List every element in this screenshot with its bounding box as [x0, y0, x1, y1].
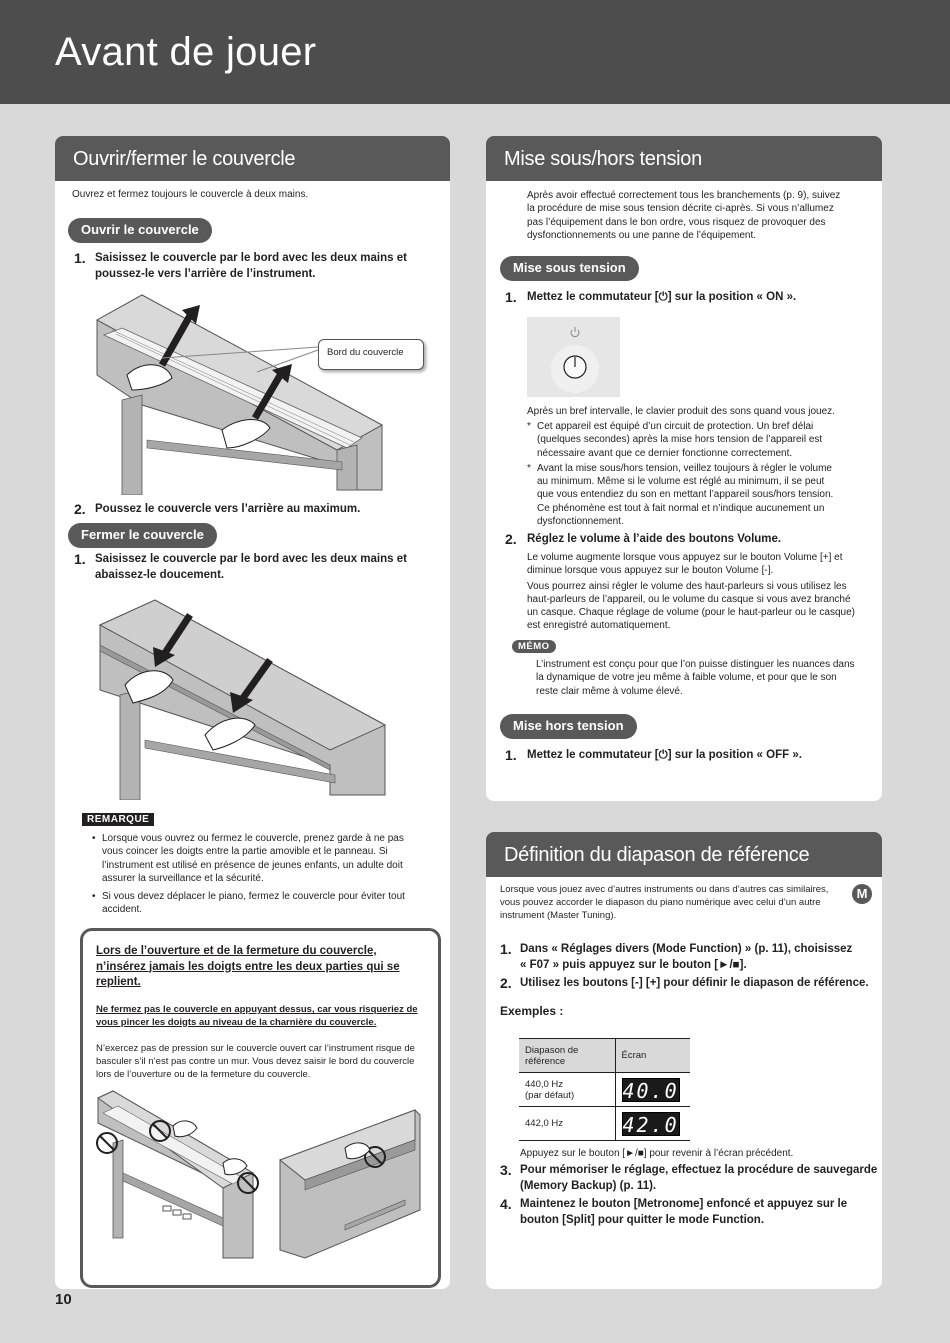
power-notes	[527, 420, 867, 528]
text-line: est enregistré automatiquement.	[527, 620, 671, 632]
lcd-display: 40.0	[622, 1078, 679, 1103]
table-header-row	[519, 1039, 690, 1073]
text-line: la dynamique de votre jeu même à faible volume, et pour que le son	[536, 672, 837, 684]
text-line: haut-parleurs de l’appareil, ou le volume du casque si vous avez branché	[527, 593, 851, 605]
text-line: pas l’équipement dans le bon ordre, vous risquez de provoquer des	[527, 216, 826, 228]
text-line: Diapason de	[525, 1044, 579, 1056]
text-line: • Lorsque vous ouvrez ou fermez le couvercle, prenez garde à ne pas	[102, 833, 404, 844]
text-line: Ce phénomène est tout à fait normal et n’indique aucunement un	[537, 502, 825, 514]
tuning-intro	[500, 884, 828, 922]
text-line: Lorsque vous jouez avec d’autres instruments ou dans d’autres cas similaires,	[500, 884, 829, 895]
step-number: 2.	[505, 531, 517, 547]
step-number: 1.	[505, 747, 517, 763]
step-number: 4.	[500, 1196, 512, 1212]
table-cell: 442,0 Hz	[519, 1107, 615, 1141]
text-line: diminue lorsque vous appuyez sur le bouton Volume [-].	[527, 565, 774, 577]
text-line: N’exercez pas de pression sur le couvercle ouvert car l’instrument risque de	[96, 1043, 415, 1054]
page-number: 10	[55, 1291, 72, 1308]
text-line: replient.	[96, 976, 141, 988]
text-line: nécessaire avant que ce dernier fonctionne correctement.	[537, 447, 793, 459]
table-row	[519, 1073, 690, 1107]
text-line: l’instrument est utilisé en présence de jeunes enfants, un adulte doit	[102, 859, 403, 871]
table-header-cell	[519, 1039, 615, 1073]
text-line: accident.	[102, 904, 143, 916]
open-step1-text	[95, 251, 407, 282]
piano-open-lid-illustration	[92, 290, 392, 495]
step-number: 1.	[505, 289, 517, 305]
header-banner	[0, 0, 950, 104]
text-line: vous pincer les doigts au niveau de la charnière du couvercle.	[96, 1016, 377, 1028]
step-number: 1.	[74, 551, 86, 567]
power-off-step1: Mettez le commutateur [⏻] sur la position « OFF ».	[527, 749, 802, 761]
warning-illustration-right	[275, 1100, 425, 1260]
pill-open-lid: Ouvrir le couvercle	[68, 218, 212, 243]
text-line: Ne fermez pas le couvercle en appuyant dessus, car vous risqueriez de	[96, 1004, 418, 1015]
text-line: * Cet appareil est équipé d’un circuit de protection. Un bref délai	[537, 421, 814, 432]
step-number: 3.	[500, 1162, 512, 1178]
page-title: Avant de jouer	[55, 30, 317, 74]
step-number: 1.	[74, 250, 86, 266]
note-item	[527, 462, 867, 528]
tuning-step1	[520, 942, 852, 973]
memo-text	[536, 658, 855, 698]
right-top-panel-title: Mise sous/hors tension	[486, 136, 882, 181]
table-cell	[615, 1107, 690, 1141]
text-line: Après avoir effectué correctement tous les branchements (p. 9), suivez	[527, 190, 841, 201]
text-line: * Avant la mise sous/hors tension, veillez toujours à régler le volume	[537, 462, 832, 474]
remarque-list	[92, 832, 432, 917]
master-tuning-m-icon: M	[852, 884, 872, 904]
text-line: 440,0 Hz	[525, 1078, 564, 1090]
pill-close-lid: Fermer le couvercle	[68, 523, 217, 548]
note-item	[527, 420, 867, 460]
warning-title	[96, 944, 400, 991]
text-line: un casque. Chaque réglage de volume (pour le haut-parleur ou le casque)	[527, 607, 855, 619]
text-line: basculer s’il n’est pas contre un mur. Vous devez saisir le bord du couvercle	[96, 1055, 415, 1067]
step-number: 2.	[74, 501, 86, 517]
power-intro	[527, 189, 840, 242]
text-line: Pour mémoriser le réglage, effectuez la procédure de sauvegarde	[520, 1164, 878, 1176]
lid-edge-callout: Bord du couvercle	[318, 339, 424, 370]
warning-body	[96, 1043, 415, 1081]
remarque-item	[92, 890, 432, 917]
text-line: (par défaut)	[525, 1089, 575, 1101]
after-table-text: Appuyez sur le bouton [►/■] pour revenir à l’écran précédent.	[520, 1148, 794, 1159]
piano-close-lid-illustration	[95, 595, 390, 800]
text-line: Maintenez le bouton [Metronome] enfoncé et appuyez sur le	[520, 1198, 848, 1210]
remarque-tag: REMARQUE	[82, 813, 154, 826]
text-line: dysfonctionnements ou une panne de l’équipement.	[527, 229, 757, 241]
close-step1-text	[95, 552, 407, 583]
warning-illustration-left	[93, 1088, 263, 1263]
table-row	[519, 1107, 690, 1141]
left-intro: Ouvrez et fermez toujours le couvercle à deux mains.	[72, 189, 309, 200]
text-line: « F07 » puis appuyez sur le bouton [►/■].	[520, 958, 747, 971]
step-number: 2.	[500, 975, 512, 991]
warning-subtitle	[96, 1004, 418, 1029]
tuning-step3	[520, 1163, 877, 1194]
text-line: poussez-le vers l’arrière de l’instrument.	[95, 267, 316, 280]
text-line: référence	[525, 1055, 566, 1067]
text-line: Vous pourrez ainsi régler le volume des haut-parleurs si vous utilisez les	[527, 580, 847, 592]
text-line: Lors de l’ouverture et de la fermeture du couvercle,	[96, 945, 377, 957]
lcd-display: 42.0	[622, 1112, 679, 1137]
open-step2-text: Poussez le couvercle vers l’arrière au maximum.	[95, 503, 361, 515]
power-on-step2: Réglez le volume à l’aide des boutons Volume.	[527, 533, 782, 545]
text-line: (Memory Backup) (p. 11).	[520, 1179, 657, 1192]
tuning-table	[519, 1038, 690, 1141]
text-line: vous coincer les doigts entre la partie amovible et le panneau. Si	[102, 846, 388, 858]
text-line: Le volume augmente lorsque vous appuyez sur le bouton Volume [+] et	[527, 552, 843, 563]
text-line: Dans « Réglages divers (Mode Function) » (p. 11), choisissez	[520, 943, 853, 955]
pill-power-on: Mise sous tension	[500, 256, 639, 281]
table-cell	[519, 1073, 615, 1107]
text-line: instrument (Master Tuning).	[500, 909, 617, 921]
text-line: (quelques secondes) après la mise hors tension de l’appareil est	[537, 434, 823, 446]
text-line: que vous entendiez du son en mettant l’appareil sous/hors tension.	[537, 489, 834, 501]
text-line: Saisissez le couvercle par le bord avec les deux mains et	[95, 252, 407, 264]
text-line: reste clair même à volume élevé.	[536, 685, 683, 697]
text-line: Saisissez le couvercle par le bord avec les deux mains et	[95, 553, 407, 565]
text-line: abaissez-le doucement.	[95, 568, 225, 581]
text-line: la procédure de mise sous tension décrite ci-après. Si vous n’allumez	[527, 203, 834, 215]
examples-label: Exemples :	[500, 1004, 564, 1018]
step-number: 1.	[500, 941, 512, 957]
text-line: assurer la surveillance et la sécurité.	[102, 872, 264, 884]
power-icon	[527, 317, 620, 397]
memo-tag: MÉMO	[512, 640, 556, 653]
table-cell	[615, 1073, 690, 1107]
text-line: L’instrument est conçu pour que l’on puisse distinguer les nuances dans	[536, 659, 855, 670]
text-line: dysfonctionnement.	[537, 516, 624, 528]
text-line: bouton [Split] pour quitter le mode Function.	[520, 1213, 765, 1226]
right-bottom-panel-title: Définition du diapason de référence	[486, 832, 882, 877]
power-on-step1: Mettez le commutateur [⏻] sur la position « ON ».	[527, 291, 797, 303]
power-switch-illustration	[527, 317, 620, 397]
text-line: n’insérez jamais les doigts entre les deux parties qui se	[96, 960, 400, 973]
volume-text	[527, 551, 855, 633]
text-line: au minimum. Même si le volume est réglé au minimum, il se peut	[537, 476, 825, 488]
text-line: lors de l’ouverture ou de la fermeture du couvercle.	[96, 1068, 311, 1080]
left-panel-title: Ouvrir/fermer le couvercle	[55, 136, 450, 181]
remarque-item	[92, 832, 432, 885]
table-header-cell: Écran	[615, 1039, 690, 1073]
pill-power-off: Mise hors tension	[500, 714, 637, 739]
text-line: • Si vous devez déplacer le piano, fermez le couvercle pour éviter tout	[102, 891, 405, 903]
tuning-step4	[520, 1197, 847, 1228]
after-power-on: Après un bref intervalle, le clavier produit des sons quand vous jouez.	[527, 406, 835, 417]
tuning-step2: Utilisez les boutons [-] [+] pour définir le diapason de référence.	[520, 977, 869, 989]
text-line: vous pouvez accorder le diapason du piano numérique avec celui d’un autre	[500, 896, 821, 908]
